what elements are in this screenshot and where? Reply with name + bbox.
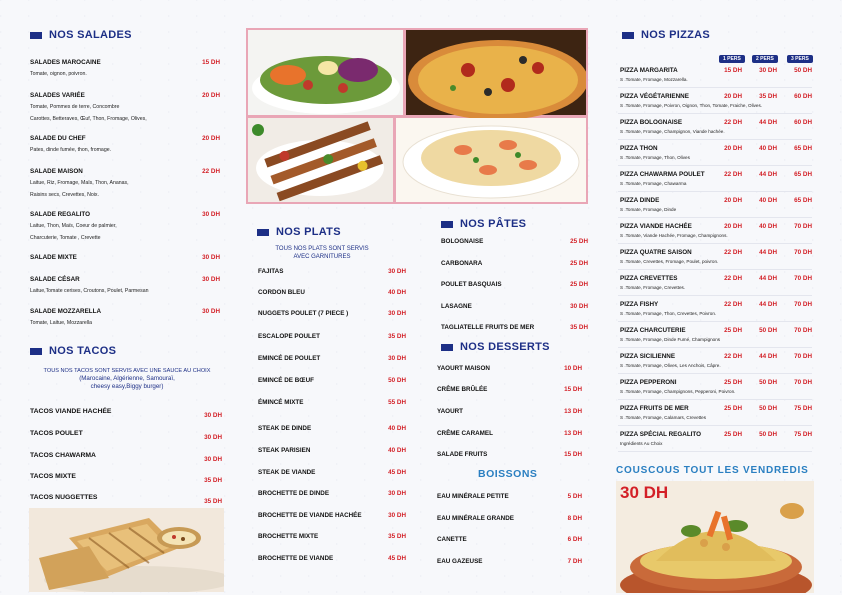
tacos-photo xyxy=(29,508,224,592)
menu-item-description: S .Tomate, Fromage, Dinde xyxy=(620,207,677,212)
row-divider xyxy=(618,425,812,426)
menu-item-price: 40 DH xyxy=(388,289,406,296)
size-3-pers-badge: 3 PERS xyxy=(787,55,813,63)
menu-item-price: 65 DH xyxy=(794,171,812,178)
menu-item-price: 35 DH xyxy=(570,324,588,331)
menu-item-name: PIZZA SPÉCIAL REGALITO xyxy=(620,431,702,438)
section-marker-icon xyxy=(30,348,42,355)
menu-item-name: CARBONARA xyxy=(441,260,483,267)
menu-item-price: 30 DH xyxy=(570,303,588,310)
menu-item-name: SALADE CÉSAR xyxy=(30,276,80,283)
section-marker-icon xyxy=(30,32,42,39)
row-divider xyxy=(618,243,812,244)
food-photo-collage xyxy=(246,28,588,204)
menu-item-price: 60 DH xyxy=(794,93,812,100)
menu-item-name: PIZZA FISHY xyxy=(620,301,659,308)
menu-item-price: 5 DH xyxy=(567,493,582,500)
menu-item-price: 20 DH xyxy=(202,135,220,142)
menu-item-price: 30 DH xyxy=(202,276,220,283)
menu-item-price: 30 DH xyxy=(204,434,222,441)
menu-item-price: 25 DH xyxy=(570,238,588,245)
menu-item-price: 8 DH xyxy=(567,515,582,522)
menu-item-description: Raisins secs, Crevettes, Noix. xyxy=(30,192,99,198)
menu-item-description: Tomate, oignon, poivron. xyxy=(30,71,87,77)
menu-item-price: 6 DH xyxy=(567,536,582,543)
menu-item-name: SALADES MAROCAINE xyxy=(30,59,101,66)
menu-item-name: SALADE MAISON xyxy=(30,168,83,175)
menu-item-name: ÉMINCÉ MIXTE xyxy=(258,399,304,406)
tacos-heading: NOS TACOS xyxy=(30,345,116,357)
menu-item-price: 35 DH xyxy=(388,333,406,340)
menu-item-description: S .Tomate, Fromage, Calamars, Crevettes xyxy=(620,415,707,420)
menu-item-price: 30 DH xyxy=(759,67,777,74)
menu-item-name: SALADE MOZZARELLA xyxy=(30,308,102,315)
tacos-image xyxy=(29,508,224,592)
menu-item-price: 30 DH xyxy=(388,310,406,317)
menu-item-price: 65 DH xyxy=(794,145,812,152)
row-divider xyxy=(618,347,812,348)
menu-item-price: 44 DH xyxy=(759,171,777,178)
menu-item-name: BROCHETTE DE VIANDE xyxy=(258,555,334,562)
menu-item-price: 75 DH xyxy=(794,405,812,412)
menu-item-name: LASAGNE xyxy=(441,303,472,310)
menu-item-description: Charcuterie, Tomate , Crevette xyxy=(30,235,101,241)
menu-item-description: S .Tomate, Fromage, Thon, Crevettes, Poivron. xyxy=(620,311,717,316)
menu-item-description: S .Tomate, Fromage, Olives, Les Anchois, Câpre. xyxy=(620,363,721,368)
menu-item-name: NUGGETS POULET (7 PIECE ) xyxy=(258,310,349,317)
menu-item-price: 30 DH xyxy=(388,355,406,362)
menu-item-price: 25 DH xyxy=(570,260,588,267)
menu-item-name: SALADE FRUITS xyxy=(437,451,488,458)
menu-item-price: 20 DH xyxy=(724,145,742,152)
menu-item-price: 75 DH xyxy=(794,431,812,438)
couscous-title: COUSCOUS TOUT LES VENDREDIS xyxy=(616,465,809,476)
row-divider xyxy=(618,139,812,140)
menu-item-description: Laitue, Riz, Fromage, Maïs, Thon, Ananas, xyxy=(30,180,129,186)
menu-item-name: PIZZA DINDE xyxy=(620,197,660,204)
menu-item-name: PIZZA BOLOGNAISE xyxy=(620,119,683,126)
menu-item-price: 15 DH xyxy=(724,67,742,74)
menu-item-description: S .Tomate, Viande Hachée, Fromage, Champignons. xyxy=(620,233,728,238)
menu-item-price: 25 DH xyxy=(724,431,742,438)
menu-item-description: Tomate, Laitue, Mozzarella xyxy=(30,320,92,326)
row-divider xyxy=(618,373,812,374)
menu-item-price: 20 DH xyxy=(724,197,742,204)
menu-item-name: BROCHETTE MIXTE xyxy=(258,533,319,540)
section-marker-icon xyxy=(441,221,453,228)
menu-item-description: Carottes, Betteraves, Œuf, Thon, Fromage, Olives, xyxy=(30,116,147,122)
couscous-price: 30 DH xyxy=(620,483,669,502)
menu-item-name: POULET BASQUAIS xyxy=(441,281,502,288)
menu-item-price: 7 DH xyxy=(567,558,582,565)
menu-item-description: S .Tomate, Fromage, Chawarma xyxy=(620,181,687,186)
menu-item-price: 22 DH xyxy=(724,119,742,126)
menu-item-price: 15 DH xyxy=(202,59,220,66)
menu-item-name: SALADE MIXTE xyxy=(30,254,77,261)
menu-item-price: 44 DH xyxy=(759,249,777,256)
boissons-heading: BOISSONS xyxy=(478,468,538,480)
menu-item-name: BOLOGNAISE xyxy=(441,238,484,245)
menu-item-name: PIZZA THON xyxy=(620,145,658,152)
menu-item-name: PIZZA MARGARITA xyxy=(620,67,678,74)
row-divider xyxy=(618,113,812,114)
menu-item-price: 40 DH xyxy=(388,447,406,454)
menu-item-price: 30 DH xyxy=(202,211,220,218)
menu-item-price: 22 DH xyxy=(724,301,742,308)
menu-item-name: TACOS VIANDE HACHÉE xyxy=(30,408,112,415)
menu-item-name: PIZZA VIANDE HACHÉE xyxy=(620,223,692,230)
pates-heading: NOS PÂTES xyxy=(441,218,526,230)
menu-item-name: FAJITAS xyxy=(258,268,284,275)
menu-item-price: 35 DH xyxy=(204,498,222,505)
menu-item-price: 45 DH xyxy=(388,469,406,476)
menu-item-name: ESCALOPE POULET xyxy=(258,333,320,340)
menu-item-description: S .Tomate, Fromage, Poivron, Oignon, Thon, Tomate, Fraiche, Olives. xyxy=(620,103,763,108)
menu-item-price: 35 DH xyxy=(388,533,406,540)
desserts-heading: NOS DESSERTS xyxy=(441,341,550,353)
menu-item-price: 22 DH xyxy=(724,171,742,178)
menu-item-price: 44 DH xyxy=(759,119,777,126)
menu-item-name: BROCHETTE DE DINDE xyxy=(258,490,330,497)
menu-item-name: YAOURT MAISON xyxy=(437,365,490,372)
menu-item-description: Ingrédients Au Choix xyxy=(620,441,663,446)
menu-item-price: 44 DH xyxy=(759,353,777,360)
menu-item-price: 15 DH xyxy=(564,386,582,393)
menu-item-price: 70 DH xyxy=(794,249,812,256)
menu-item-price: 50 DH xyxy=(759,431,777,438)
menu-item-name: SALADES VARIÉE xyxy=(30,92,85,99)
section-marker-icon xyxy=(622,32,634,39)
menu-item-price: 25 DH xyxy=(724,379,742,386)
menu-item-price: 22 DH xyxy=(724,353,742,360)
row-divider xyxy=(618,321,812,322)
menu-item-price: 60 DH xyxy=(794,119,812,126)
menu-item-description: Tomate, Pommes de terre, Concombre xyxy=(30,104,120,110)
menu-item-price: 25 DH xyxy=(724,327,742,334)
menu-item-price: 40 DH xyxy=(388,425,406,432)
section-marker-icon xyxy=(257,229,269,236)
menu-item-price: 70 DH xyxy=(794,223,812,230)
menu-item-price: 35 DH xyxy=(204,477,222,484)
menu-item-price: 20 DH xyxy=(202,92,220,99)
menu-item-name: CRÊME CARAMEL xyxy=(437,430,493,437)
menu-item-name: SALADE REGALITO xyxy=(30,211,91,218)
menu-item-price: 70 DH xyxy=(794,275,812,282)
menu-item-price: 44 DH xyxy=(759,275,777,282)
menu-item-price: 30 DH xyxy=(388,512,406,519)
row-divider xyxy=(618,295,812,296)
menu-item-name: PIZZA CREVETTES xyxy=(620,275,678,282)
menu-item-name: YAOURT xyxy=(437,408,464,415)
menu-item-price: 70 DH xyxy=(794,301,812,308)
menu-item-name: EAU MINÉRALE PETITE xyxy=(437,493,509,500)
menu-item-name: TAGLIATELLE FRUITS DE MER xyxy=(441,324,535,331)
menu-item-price: 40 DH xyxy=(759,145,777,152)
menu-item-name: PIZZA PEPPERONI xyxy=(620,379,677,386)
menu-item-name: STEAK DE VIANDE xyxy=(258,469,316,476)
menu-item-description: S .Tomate, Fromage, Thon, Olives xyxy=(620,155,690,160)
plats-note: TOUS NOS PLATS SONT SERVIS AVEC GARNITURES xyxy=(275,246,369,260)
row-divider xyxy=(618,165,812,166)
row-divider xyxy=(618,451,812,452)
menu-item-price: 55 DH xyxy=(388,399,406,406)
menu-item-name: TACOS CHAWARMA xyxy=(30,452,96,459)
food-collage-image xyxy=(248,30,586,202)
menu-item-description: Pates, dinde fumée, thon, fromage. xyxy=(30,147,112,153)
menu-item-description: S .Tomate, Fromage, Dinde Fumé, Champignons xyxy=(620,337,721,342)
menu-item-name: PIZZA SICILIENNE xyxy=(620,353,676,360)
menu-item-name: CORDON BLEU xyxy=(258,289,305,296)
menu-item-name: STEAK DE DINDE xyxy=(258,425,312,432)
menu-item-name: PIZZA FRUITS DE MER xyxy=(620,405,689,412)
row-divider xyxy=(618,269,812,270)
menu-item-price: 13 DH xyxy=(564,408,582,415)
menu-item-description: S .Tomate, Crevettes, Fromage, Poulet, poivron. xyxy=(620,259,719,264)
salades-heading: NOS SALADES xyxy=(30,29,132,41)
menu-item-price: 22 DH xyxy=(724,249,742,256)
menu-item-name: TACOS POULET xyxy=(30,430,83,437)
menu-item-description: Laitue,Tomate cerises, Croutons, Poulet, Parmesan xyxy=(30,288,149,294)
menu-item-name: TACOS NUGGETTES xyxy=(30,494,98,501)
menu-item-price: 30 DH xyxy=(204,412,222,419)
menu-item-name: CANETTE xyxy=(437,536,467,543)
menu-item-price: 70 DH xyxy=(794,327,812,334)
row-divider xyxy=(618,87,812,88)
menu-item-price: 40 DH xyxy=(759,197,777,204)
section-marker-icon xyxy=(441,344,453,351)
menu-item-price: 20 DH xyxy=(724,93,742,100)
tacos-note: TOUS NOS TACOS SONT SERVIS AVEC UNE SAUCE AU CHOIX (Marocaine, Algérienne, Samouraï, cheesy easy,Biggy burger) xyxy=(43,368,211,391)
menu-item-price: 50 DH xyxy=(759,379,777,386)
menu-item-price: 50 DH xyxy=(759,327,777,334)
menu-item-price: 30 DH xyxy=(204,456,222,463)
menu-item-price: 25 DH xyxy=(724,405,742,412)
menu-item-name: SALADE DU CHEF xyxy=(30,135,86,142)
menu-item-price: 22 DH xyxy=(724,275,742,282)
menu-item-name: PIZZA CHAWARMA POULET xyxy=(620,171,705,178)
menu-item-description: S .Tomate, Fromage, Champignon, Viande hachée. xyxy=(620,129,725,134)
menu-item-name: TACOS MIXTE xyxy=(30,473,76,480)
menu-item-price: 10 DH xyxy=(564,365,582,372)
menu-item-name: EMINCÉ DE BŒUF xyxy=(258,377,314,384)
menu-item-price: 25 DH xyxy=(570,281,588,288)
menu-item-price: 40 DH xyxy=(759,223,777,230)
menu-item-description: Laitue, Thon, Maïs, Coeur de palmier, xyxy=(30,223,117,229)
menu-item-price: 50 DH xyxy=(388,377,406,384)
menu-item-price: 30 DH xyxy=(202,254,220,261)
plats-heading: NOS PLATS xyxy=(257,226,341,238)
menu-item-price: 50 DH xyxy=(794,67,812,74)
menu-item-name: BROCHETTE DE VIANDE HACHÉE xyxy=(258,512,362,519)
menu-item-name: STEAK PARISIEN xyxy=(258,447,311,454)
row-divider xyxy=(618,191,812,192)
menu-item-price: 13 DH xyxy=(564,430,582,437)
menu-item-price: 70 DH xyxy=(794,379,812,386)
menu-item-description: S .Tomate, Fromage, Champignons, Pepperoni, Poivron. xyxy=(620,389,736,394)
menu-item-price: 35 DH xyxy=(759,93,777,100)
menu-item-description: S .Tomate, Fromage, Crevettes. xyxy=(620,285,686,290)
menu-item-name: CRÊME BRÛLÉE xyxy=(437,386,488,393)
menu-item-price: 30 DH xyxy=(388,268,406,275)
menu-item-name: EMINCÉ DE POULET xyxy=(258,355,321,362)
menu-item-price: 30 DH xyxy=(388,490,406,497)
menu-item-price: 22 DH xyxy=(202,168,220,175)
menu-item-price: 45 DH xyxy=(388,555,406,562)
menu-item-name: PIZZA VÉGÉTARIENNE xyxy=(620,93,689,100)
menu-item-price: 30 DH xyxy=(202,308,220,315)
menu-item-description: S .Tomate, Fromage, Mozzarella. xyxy=(620,77,688,82)
menu-item-price: 44 DH xyxy=(759,301,777,308)
size-1-pers-badge: 1 PERS xyxy=(719,55,745,63)
menu-item-name: EAU MINÉRALE GRANDE xyxy=(437,515,514,522)
menu-item-name: EAU GAZEUSE xyxy=(437,558,483,565)
row-divider xyxy=(618,217,812,218)
menu-item-price: 70 DH xyxy=(794,353,812,360)
menu-item-name: PIZZA CHARCUTERIE xyxy=(620,327,686,334)
menu-item-price: 50 DH xyxy=(759,405,777,412)
pizzas-heading: NOS PIZZAS xyxy=(622,29,710,41)
menu-item-price: 15 DH xyxy=(564,451,582,458)
menu-item-name: PIZZA QUATRE SAISON xyxy=(620,249,692,256)
couscous-photo xyxy=(616,481,814,593)
size-2-pers-badge: 2 PERS xyxy=(752,55,778,63)
menu-item-price: 20 DH xyxy=(724,223,742,230)
menu-item-price: 65 DH xyxy=(794,197,812,204)
row-divider xyxy=(618,399,812,400)
